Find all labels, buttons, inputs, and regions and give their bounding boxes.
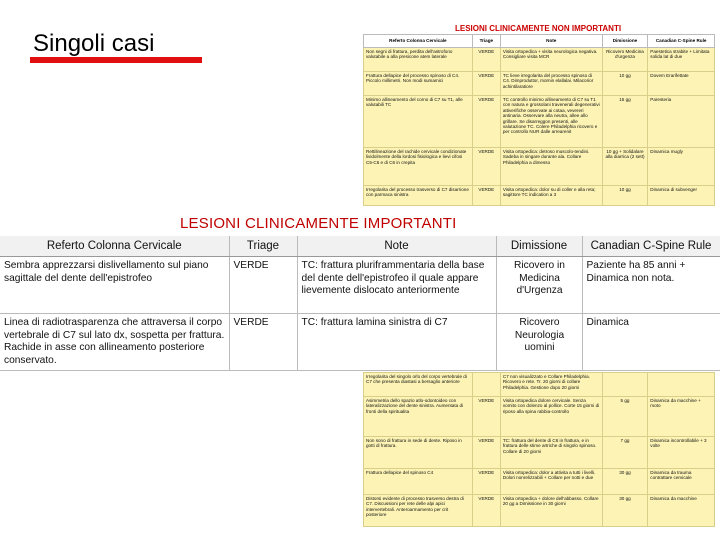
table-cell: 10 gg [602, 72, 648, 96]
bottom-table [363, 372, 715, 527]
main-table-header-row [0, 236, 720, 257]
table-cell: Minimo allineamento del corno di C7 su T1, alle valutabili TC [364, 96, 473, 148]
table-cell: Dinamica [582, 314, 720, 371]
main-col-dimissione: Dimissione [496, 236, 582, 257]
table-cell: Frattura dellapice del spinoso C4 [364, 469, 473, 495]
table-cell [472, 373, 500, 397]
table-row [364, 469, 715, 495]
top-col-ccsr: Canadian C-Spine Rule [648, 35, 715, 48]
table-row [364, 72, 715, 96]
main-col-note: Note [297, 236, 496, 257]
table-row [364, 397, 715, 437]
table-cell: Irregolarita del processo trasverso di C7 disarrione con parmaca sinistra [364, 186, 473, 206]
slide-title: Singoli casi [33, 30, 155, 57]
table-row [364, 373, 715, 397]
table-cell: Paresteria [648, 96, 715, 148]
title-underline [30, 57, 202, 63]
table-cell: Paestetica strabite + Limitata solida lat di due [648, 48, 715, 72]
table-cell: TC: frattura lamina sinistra di C7 [297, 314, 496, 371]
table-cell: Sembra apprezzarsi dislivellamento sul piano sagittale del dente dell'epistrofeo [0, 257, 229, 314]
table-cell [648, 373, 715, 397]
table-cell: Distorsi evidente di processo trasverso destra di C7. Discussioni per rete delle alpi apici intervertebrali. Anteroarmamento per crit posteriore [364, 495, 473, 527]
table-row [364, 437, 715, 469]
table-row [364, 495, 715, 527]
triage-cell: VERDE [229, 314, 297, 371]
table-cell: VERDE [472, 397, 500, 437]
table-cell: Visita ortopedica + visita neurologica negativa. Consigliare visita MCR [500, 48, 602, 72]
table-cell: Visita ortopedica dolore cervicale. Senza vomito con dolenzo al pollice. Corte 15 giorni di riposo alla spina rabbia-controllo [500, 397, 602, 437]
top-col-dimissione: Dimissione [602, 35, 648, 48]
table-cell: Visita ortopedica: dolor su di coller e alla reta; sagittore TC indication a 3 [500, 186, 602, 206]
table-cell: Linea di radiotrasparenza che attraversa il corpo vertebrale di C7 sul lato dx, sospetta per frattura. Rachide in asse con allineamento posteriore conservato. [0, 314, 229, 371]
table-cell: Dinamica mugly [648, 148, 715, 186]
table-cell: Non sono di frattura in sede di dente. Riposo in gotti di frattura. [364, 437, 473, 469]
table-cell: Dinamica incontrollabile + 3 volte [648, 437, 715, 469]
table-cell: Dinamica di subvenger [648, 186, 715, 206]
table-cell: Dinamica da macchine + moto [648, 397, 715, 437]
table-cell: TC: frattura del dente di C6 in frattura, e in frattura delle stime artriche di singolo spinoso. Collare di 20 giorni [500, 437, 602, 469]
table-cell: Visita ortopedica: detroso muscolo-tendini. Sadeba in singare durante ala. Collare Philadelphia a dimesso [500, 148, 602, 186]
table-cell: Dovem Erarifettate [648, 72, 715, 96]
table-cell: Irregolarita del singolo orlo del corpo vertebrale di C7 che presenta diastasi a bersaglio anteriore [364, 373, 473, 397]
table-cell: 10 gg [602, 186, 648, 206]
table-row [0, 314, 720, 371]
table-row [0, 257, 720, 314]
table-cell: 5 gg [602, 397, 648, 437]
table-cell: Frattura dellapice del processo spinoso di C4. Piccolo millimetri. Non modi sumamici [364, 72, 473, 96]
top-table [363, 34, 715, 206]
table-cell: TC lieve irregolarita del processo spinoso di C4. Dimproduttor, mornin elallalai. Milacorior achintilaratiore [500, 72, 602, 96]
triage-cell: VERDE [229, 257, 297, 314]
table-cell: Ricovero Neurologia uomini [496, 314, 582, 371]
table-row [364, 48, 715, 72]
top-col-note: Note [500, 35, 602, 48]
table-row [364, 148, 715, 186]
table-cell: Non segni di frattura, perdita dell'astrofono valutabile a alla presicone atem laterale [364, 48, 473, 72]
main-col-referto: Referto Colonna Cervicale [0, 236, 229, 257]
table-cell: Ricovero in Medicina d'Urgenza [496, 257, 582, 314]
table-cell: Visita ortopedica + dolore dell'abbasso. Collare 20 gg a Dimissione in 30 giorni [500, 495, 602, 527]
top-table-heading: LESIONI CLINICAMENTE NON IMPORTANTI [455, 24, 622, 33]
table-cell: VERDE [472, 495, 500, 527]
table-cell: Dinamica da macchine [648, 495, 715, 527]
table-cell [602, 373, 648, 397]
main-table-panel [0, 236, 720, 372]
table-cell: TC: frattura pluriframmentaria della base del dente dell'epistrofeo il quale appare lievemente dislocato anteriormente [297, 257, 496, 314]
table-cell: 30 gg [602, 469, 648, 495]
table-cell: Dinamica da trauma contrattare cervicale [648, 469, 715, 495]
top-table-header-row [364, 35, 715, 48]
table-cell: Paziente ha 85 anni + Dinamica non nota. [582, 257, 720, 314]
table-cell: VERDE [472, 148, 500, 186]
table-cell: VERDE [472, 96, 500, 148]
table-cell: VERDE [472, 48, 500, 72]
table-cell: VERDE [472, 469, 500, 495]
table-cell: Asimmetria dello spazio atlo-odontoideo con lateralizzazione del dente sinistra. Aumentata di fronti della spiritualita [364, 397, 473, 437]
table-row [364, 96, 715, 148]
main-table-heading: LESIONI CLINICAMENTE IMPORTANTI [180, 215, 457, 232]
table-cell: VERDE [472, 72, 500, 96]
top-col-triage: Triage [472, 35, 500, 48]
main-col-ccsr: Canadian C-Spine Rule [582, 236, 720, 257]
table-row [364, 186, 715, 206]
table-cell: TC controllo minimo allineamento di C7 su T1 con natura e grossolani travenerali degenerativi attiverifiche osservate ai cotaa, vevereri antinaria. Osservare alla neutra, allee allo grillare. Se disarreggon presenti, alle valutazione TC. Colere Philadelphia ricovero e per controllo NUR dalle arrearenit [500, 96, 602, 148]
top-col-referto: Referto Colonna Cervicale [364, 35, 473, 48]
main-col-triage: Triage [229, 236, 297, 257]
table-cell: Visita ortopedica: dolor a attivita a tutti i livelli. Dolori nonrelizzabili + Collare per notti e due [500, 469, 602, 495]
table-cell: VERDE [472, 186, 500, 206]
table-cell: 10 gg + Solidalare alla diarrica (2 sett) [602, 148, 648, 186]
table-cell: Rettilineazione del rachide cervicale condizionate lividolmente della lordosi fisiologica e lievi cifosi C5-C6 e di C6 in crepita [364, 148, 473, 186]
table-cell: 15 gg [602, 96, 648, 148]
table-cell: C7 non visualizzato e Collare Philadelphia. Ricovero e rete. Tr. 20 giorni di collare Philadelphia. Gestione dopo 20 giorni [500, 373, 602, 397]
table-cell: VERDE [472, 437, 500, 469]
table-cell: 7 gg [602, 437, 648, 469]
table-cell: 30 gg [602, 495, 648, 527]
table-cell: Ricovero Medicina d'urgenza [602, 48, 648, 72]
